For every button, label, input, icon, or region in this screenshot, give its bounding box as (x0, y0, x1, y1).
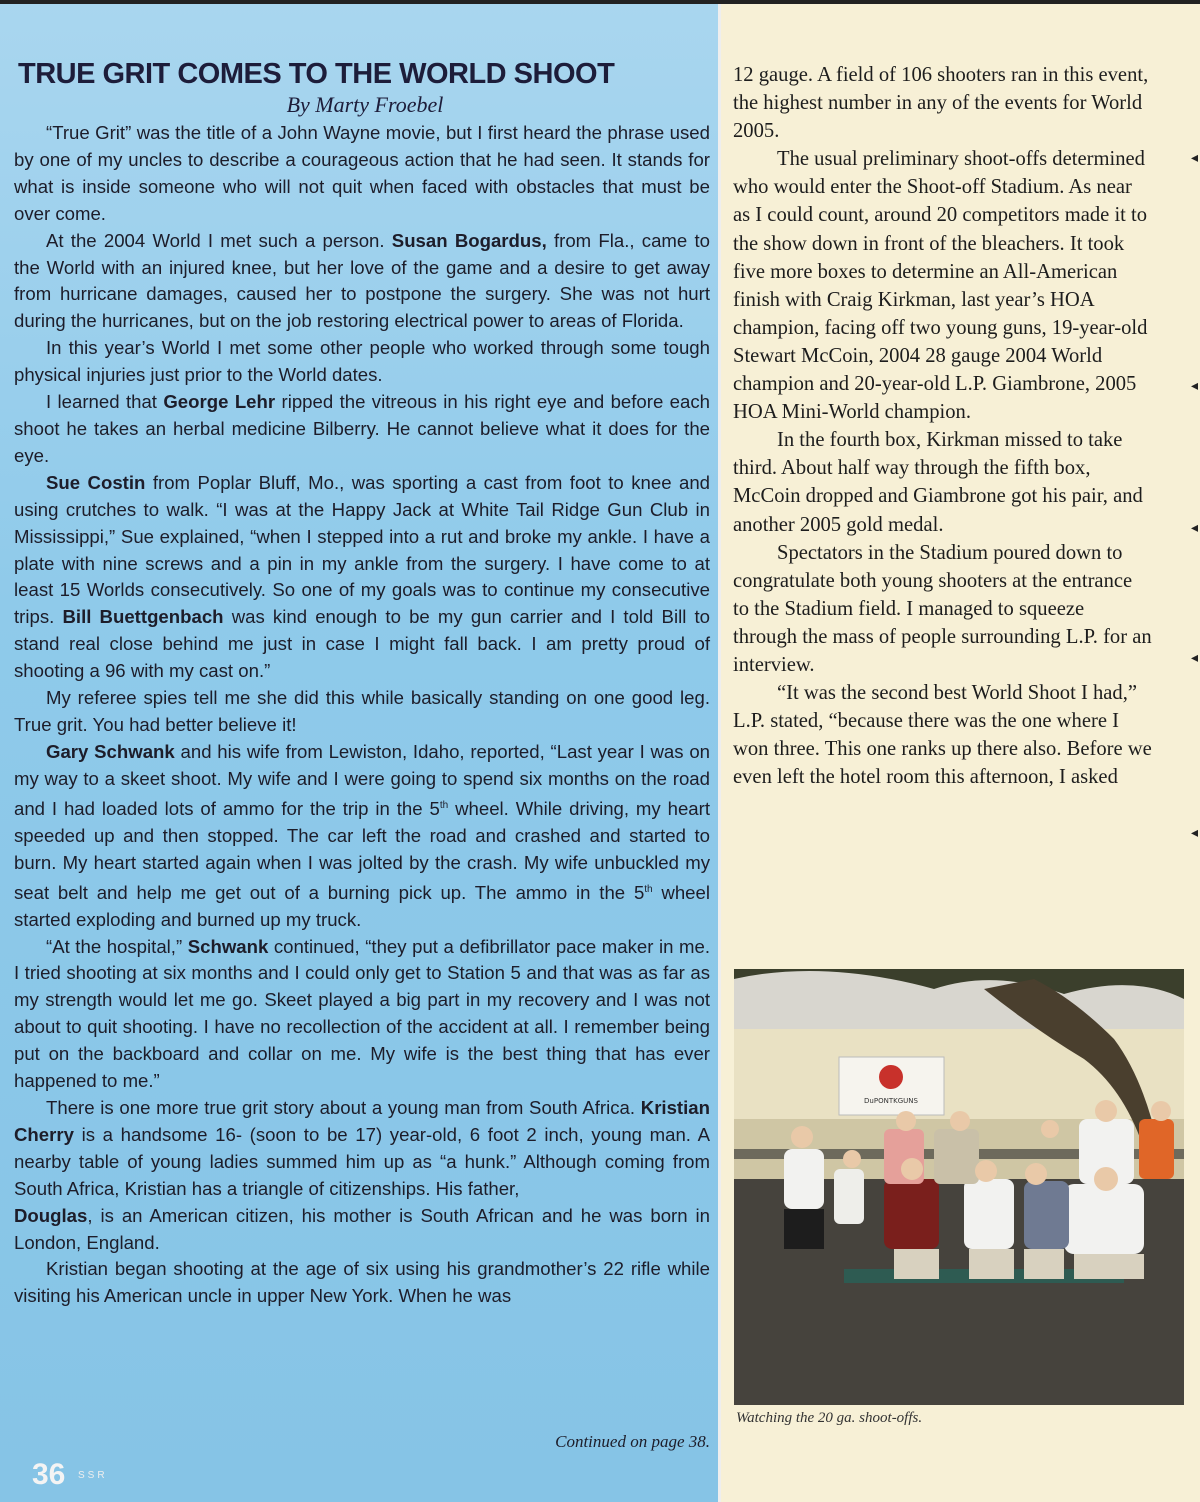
person-name: George Lehr (163, 391, 276, 413)
edge-arrow-icon: ◂ (1190, 520, 1198, 536)
paragraph: “At the hospital,” Schwank continued, “they put a defibrillator pace maker in me. I tried shooting at six months and I could only get to Station 5 and that was as far as my strength would let me go. Skeet played a big part in my recovery and I was not about to quit shooting. I have no recollection of the accident at all. I remember being put on the backboard and collar on me. My wife is the best thing that has ever happened to me.” (14, 935, 711, 1092)
person-name: Douglas (14, 1204, 88, 1226)
person-name: Bill Buettgenbach (62, 606, 224, 628)
paragraph: 12 gauge. A field of 106 shooters ran in this event, the highest number in any of the events for World 2005. (733, 64, 1149, 143)
person-name: Schwank (187, 935, 269, 957)
person-name: Gary Schwank (46, 740, 175, 762)
page-number: 36 (32, 1458, 66, 1491)
paragraph: Douglas, is an American citizen, his mother is South African and he was born in London, England. (14, 1204, 710, 1253)
edge-arrow-icon: ◂ (1190, 150, 1198, 166)
paragraph: The usual preliminary shoot-offs determined who would enter the Shoot-off Stadium. As near as I could count, around 20 competitors made it to the show down in front of the bleachers. It took five more boxes to determine an All-American finish with Craig Kirkman, last year’s HOA champion, facing off two young guns, 19-year-old Stewart McCoin, 2004 28 gauge 2004 World champion and 20-year-old L.P. Giambrone, 2005 HOA Mini-World champion. (733, 148, 1148, 424)
left-column-text (14, 120, 710, 1310)
paragraph: “It was the second best World Shoot I had,” L.P. stated, “because there was the one where I won three. This one ranks up there also. Before we even left the hotel room this afternoon, I asked (733, 682, 1152, 789)
paragraph: There is one more true grit story about a young man from South Africa. Kristian Cherry is a handsome 16- (soon to be 17) year-old, 6 foot 2 inch, young man. A nearby table of young ladies summed him up as “a hunk.” Although coming from South Africa, Kristian has a triangle of citizenships. His father, (14, 1097, 710, 1199)
photo-caption: Watching the 20 ga. shoot-offs. (736, 1410, 923, 1426)
right-column-text (733, 61, 1153, 791)
paragraph: Spectators in the Stadium poured down to congratulate both young shooters at the entrance to the Stadium field. I managed to squeeze through the mass of people surrounding L.P. for an interview. (733, 541, 1152, 676)
person-name: Susan Bogardus, (391, 229, 547, 251)
edge-arrow-icon: ◂ (1190, 825, 1198, 841)
magazine-name: SSR (78, 1470, 108, 1481)
person-name: Sue Costin (46, 471, 146, 493)
photo-illustration (734, 969, 1184, 1405)
paragraph: I learned that George Lehr ripped the vitreous in his right eye and before each shoot he takes an herbal medicine Bilberry. He cannot believe what it does for the eye. (14, 391, 710, 466)
person-name: Kristian Cherry (14, 1097, 710, 1145)
sign-text: DuPONTKGUNS (864, 1097, 918, 1105)
spectators-photo (734, 969, 1184, 1405)
paragraph: My referee spies tell me she did this while basically standing on one good leg. True grit. You had better believe it! (14, 687, 710, 735)
edge-arrow-icon: ◂ (1190, 378, 1198, 394)
paragraph: “True Grit” was the title of a John Wayne movie, but I first heard the phrase used by one of my uncles to describe a courageous action that he had seen. It stands for what is inside someone who will not quit when faced with obstacles that must be over come. (14, 122, 710, 224)
article-byline: By Marty Froebel (286, 92, 444, 117)
edge-arrow-icon: ◂ (1190, 650, 1198, 666)
paragraph: In this year’s World I met some other people who worked through some tough physical injuries just prior to the World dates. (14, 337, 710, 386)
paragraph: Gary Schwank and his wife from Lewiston, Idaho, reported, “Last year I was on my way to a skeet shoot. My wife and I were going to spend six months on the road and I had loaded lots of ammo for the trip in the 5th wheel. While driving, my heart speeded up and then stopped. The car left the road and crashed and started to burn. My heart started again when I was jolted by the crash. My wife unbuckled my seat belt and help me get out of a burning pick up. The ammo in the 5th wheel started exploding and burned up my truck. (14, 740, 710, 930)
paragraph: In the fourth box, Kirkman missed to take third. About half way through the fifth box, McCoin dropped and Giambrone got his pair, and another 2005 gold medal. (733, 429, 1143, 536)
paragraph: At the 2004 World I met such a person. Susan Bogardus, from Fla., came to the World with an injured knee, but her love of the game and a desire to get away from hurricane damages, caused her to postpone the surgery. She was not hurt during the hurricanes, but on the job restoring electrical power to areas of Florida. (14, 229, 710, 332)
paragraph: Kristian began shooting at the age of six using his grandmother’s 22 rifle while visiting his American uncle in upper New York. When he was (14, 1258, 710, 1307)
continued-note: Continued on page 38. (555, 1432, 710, 1451)
paragraph: Sue Costin from Poplar Bluff, Mo., was sporting a cast from foot to knee and using crutches to walk. “I was at the Happy Jack at White Tail Ridge Gun Club in Mississippi,” Sue explained, “when I stepped into a rut and broke my ankle. I have a plate with nine screws and a pin in my ankle from the surgery. I have come to at least 15 Worlds consecutively. So one of my goals was to continue my consecutive trips. Bill Buettgenbach was kind enough to be my gun carrier and I told Bill to stand real close behind me just in case I might fall back. I am pretty proud of shooting a 96 with my cast on.” (14, 471, 711, 682)
article-title: TRUE GRIT COMES TO THE WORLD SHOOT (18, 58, 615, 90)
